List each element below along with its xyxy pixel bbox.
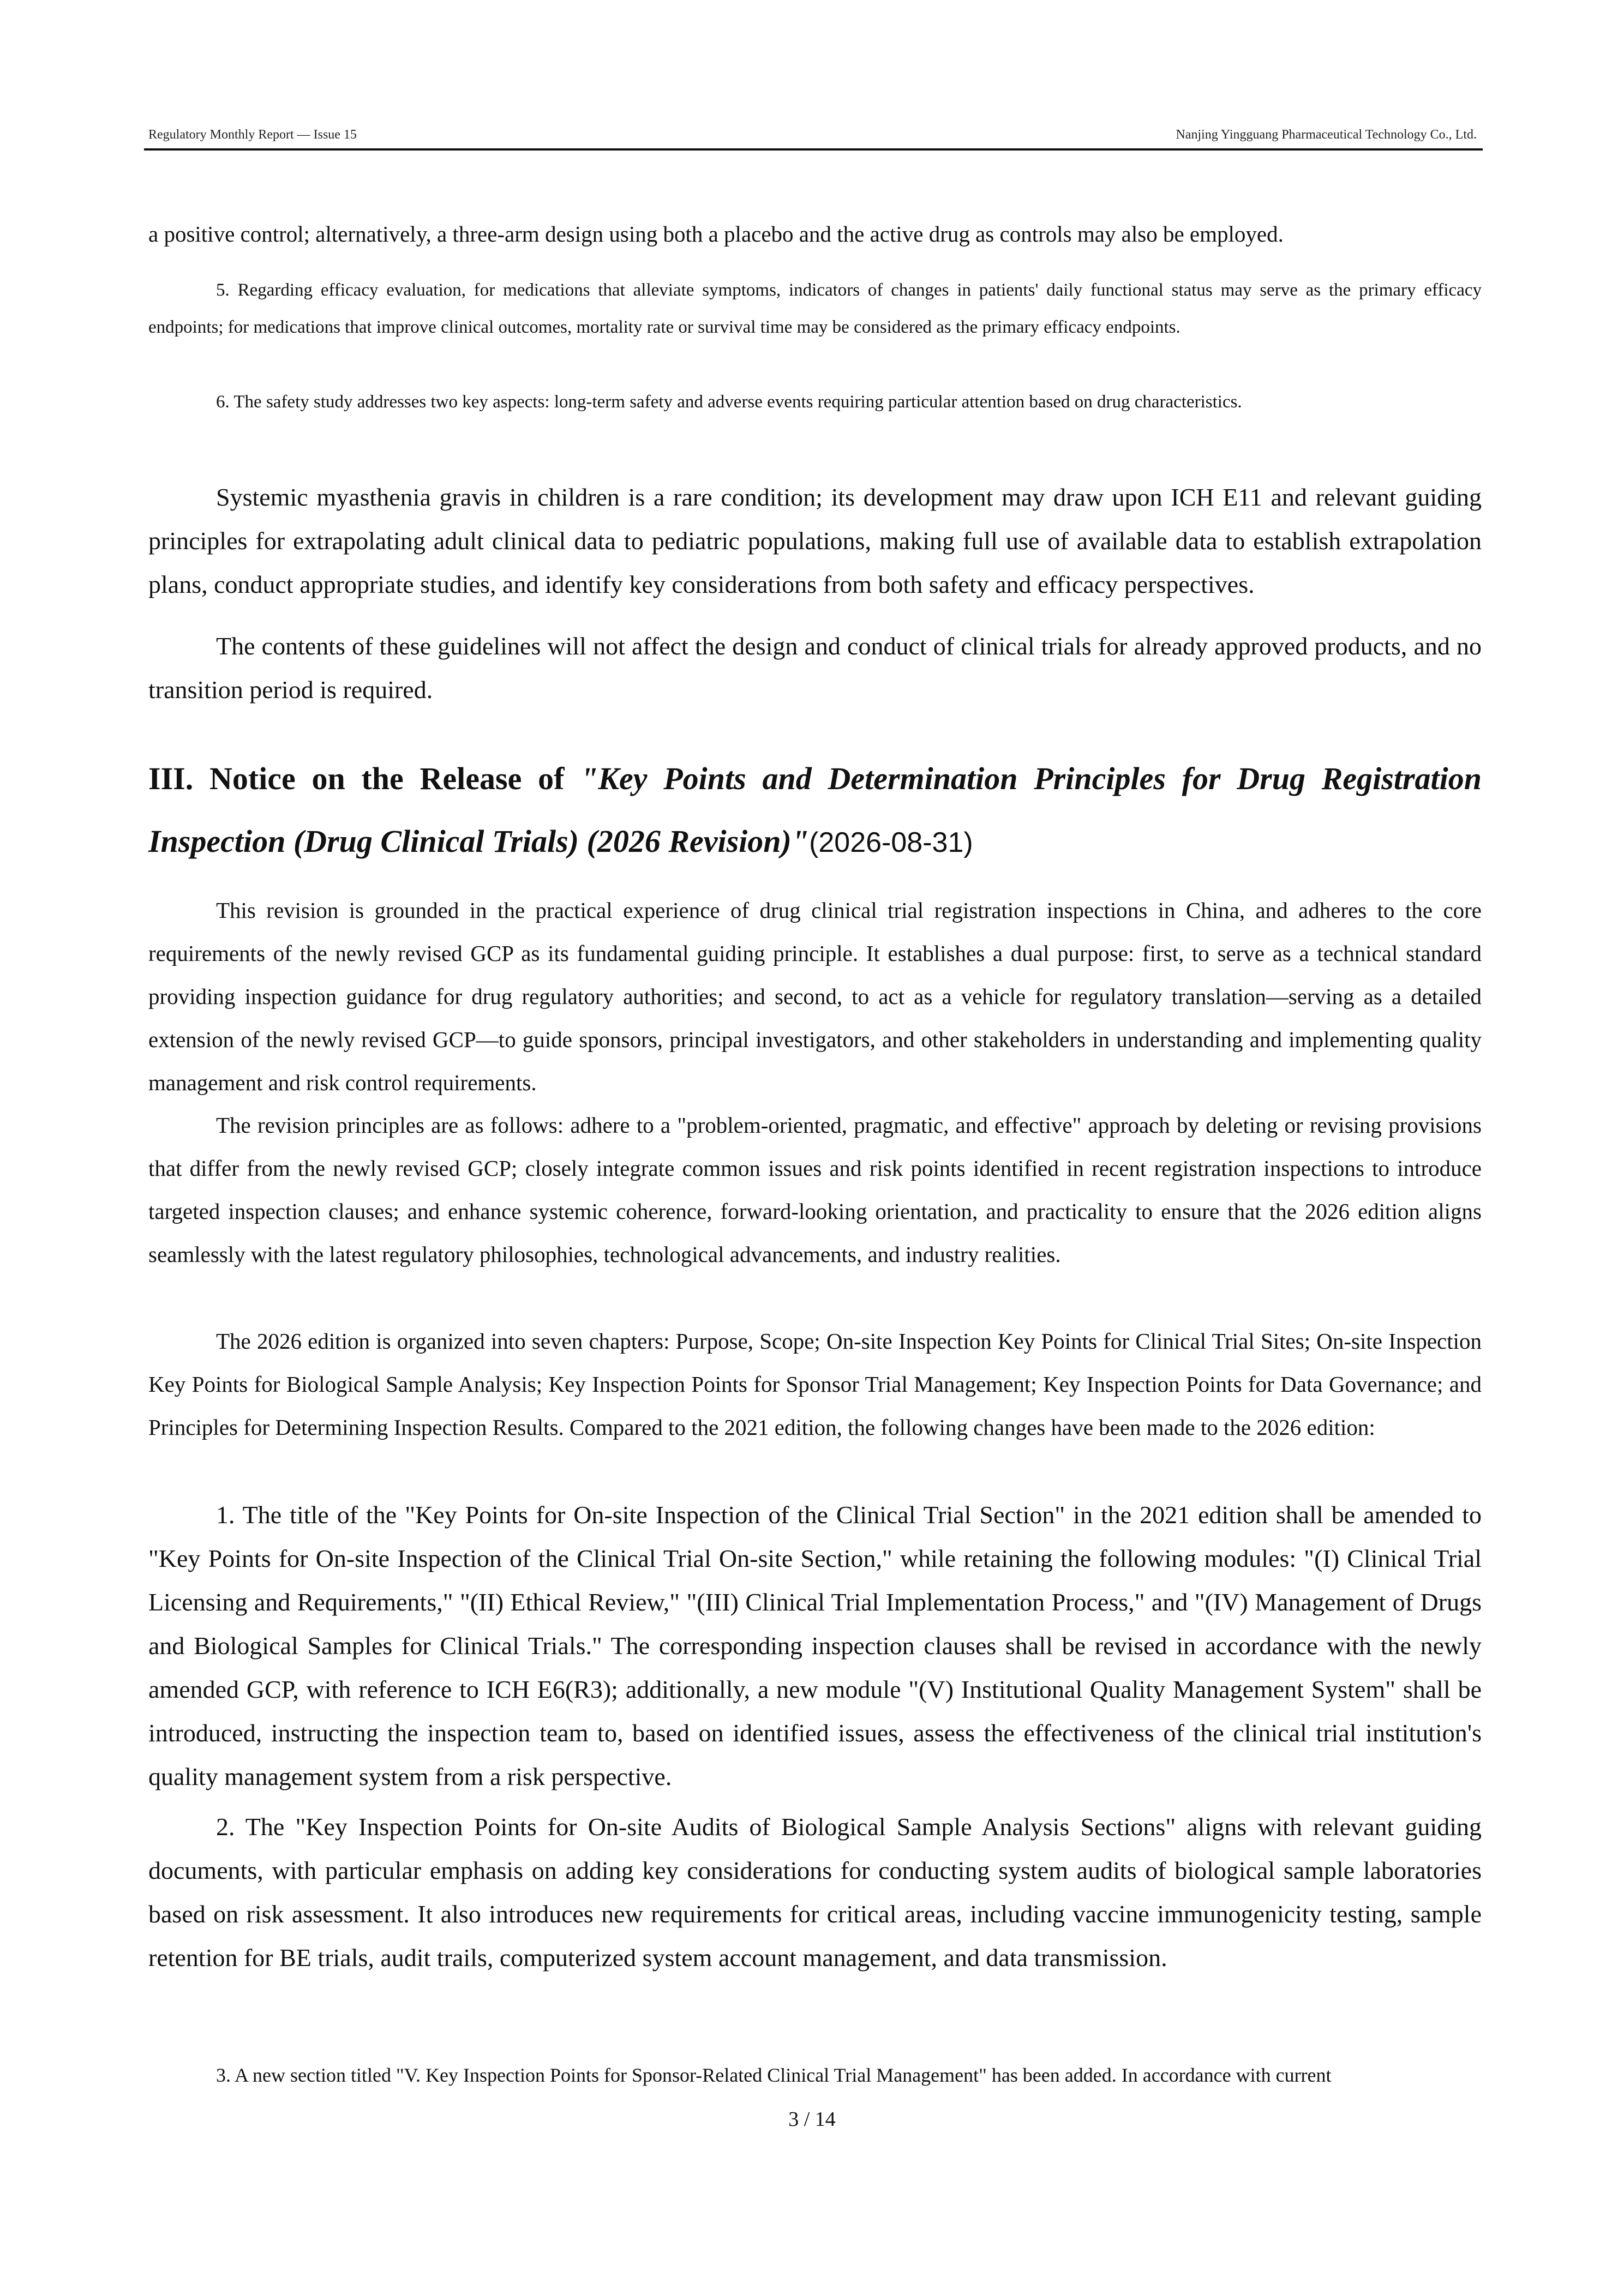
running-header-left: Regulatory Monthly Report — Issue 15: [148, 128, 357, 142]
paragraph-item-5: 5. Regarding efficacy evaluation, for medications that alleviate symptoms, indicators of changes in patients' daily functional status may serve as the primary efficacy endpoints; for medications that improve clinical outcomes, mortality rate or survival time may be considered as the primary efficacy endpoints.: [148, 280, 1482, 337]
paragraph-transition: The contents of these guidelines will not affect the design and conduct of clinical trials for already approved products, and no transition period is required.: [148, 632, 1482, 704]
heading-date: (2026-08-31): [809, 827, 973, 858]
paragraph-change-2: 2. The "Key Inspection Points for On-site Audits of Biological Sample Analysis Sections" aligns with relevant guiding documents, with particular emphasis on adding key considerations for conducting system audits of biological sample laboratories based on risk assessment. It also introduces new requirements for critical areas, including vaccine immunogenicity testing, sample retention for BE trials, audit trails, computerized system account management, and data transmission.: [148, 1813, 1482, 1972]
heading-prefix: III. Notice on the Release of: [148, 761, 581, 796]
paragraph-change-3: 3. A new section titled "V. Key Inspection Points for Sponsor-Related Clinical Trial Management" has been added. In accordance with current: [216, 2064, 1332, 2086]
header-divider: [144, 148, 1483, 151]
paragraph-revision-basis: This revision is grounded in the practical experience of drug clinical trial registration inspections in China, and adheres to the core requirements of the newly revised GCP as its fundamental guiding principle. It establishes a dual purpose: first, to serve as a technical standard providing inspection guidance for drug regulatory authorities; and second, to act as a vehicle for regulatory translation—serving as a detailed extension of the newly revised GCP—to guide sponsors, principal investigators, and other stakeholders in understanding and implementing quality management and risk control requirements.: [148, 898, 1482, 1095]
paragraph-item-6: 6. The safety study addresses two key aspects: long-term safety and adverse events requiring particular attention based on drug characteristics.: [216, 392, 1242, 412]
heading-title: "Key Points and Determination Principles for Drug Registration Inspection (Drug Clinical Trials) (2026 Revision)": [148, 761, 1482, 859]
paragraph-change-1: 1. The title of the "Key Points for On-site Inspection of the Clinical Trial Section" in the 2021 edition shall be amended to "Key Points for On-site Inspection of the Clinical Trial On-site Section," while retaining the following modules: "(I) Clinical Trial Licensing and Requirements," "(II) Ethical Review," "(III) Clinical Trial Implementation Process," and "(IV) Management of Drugs and Biological Samples for Clinical Trials." The corresponding inspection clauses shall be revised in accordance with the newly amended GCP, with reference to ICH E6(R3); additionally, a new module "(V) Institutional Quality Management System" shall be introduced, instructing the inspection team to, based on identified issues, assess the effectiveness of the clinical trial institution's quality management system from a risk perspective.: [148, 1501, 1482, 1790]
paragraph-continuation: a positive control; alternatively, a three-arm design using both a placebo and the active drug as controls may also be employed.: [148, 221, 1284, 247]
section-heading: [148, 747, 1482, 874]
paragraph-revision-principles: The revision principles are as follows: adhere to a "problem-oriented, pragmatic, and effective" approach by deleting or revising provisions that differ from the newly revised GCP; closely integrate common issues and risk points identified in recent registration inspections to introduce targeted inspection clauses; and enhance systemic coherence, forward-looking orientation, and practicality to ensure that the 2026 edition aligns seamlessly with the latest regulatory philosophies, technological advancements, and industry realities.: [148, 1113, 1482, 1267]
paragraph-chapters: The 2026 edition is organized into seven chapters: Purpose, Scope; On-site Inspection Key Points for Clinical Trial Sites; On-site Inspection Key Points for Biological Sample Analysis; Key Inspection Points for Sponsor Trial Management; Key Inspection Points for Data Governance; and Principles for Determining Inspection Results. Compared to the 2021 edition, the following changes have been made to the 2026 edition:: [148, 1329, 1482, 1440]
page-number: 3 / 14: [788, 2108, 836, 2131]
paragraph-pediatric: Systemic myasthenia gravis in children is a rare condition; its development may draw upon ICH E11 and relevant guiding principles for extrapolating adult clinical data to pediatric populations, making full use of available data to establish extrapolation plans, conduct appropriate studies, and identify key considerations from both safety and efficacy perspectives.: [148, 483, 1482, 598]
running-header-right: Nanjing Yingguang Pharmaceutical Technology Co., Ltd.: [1176, 128, 1477, 142]
